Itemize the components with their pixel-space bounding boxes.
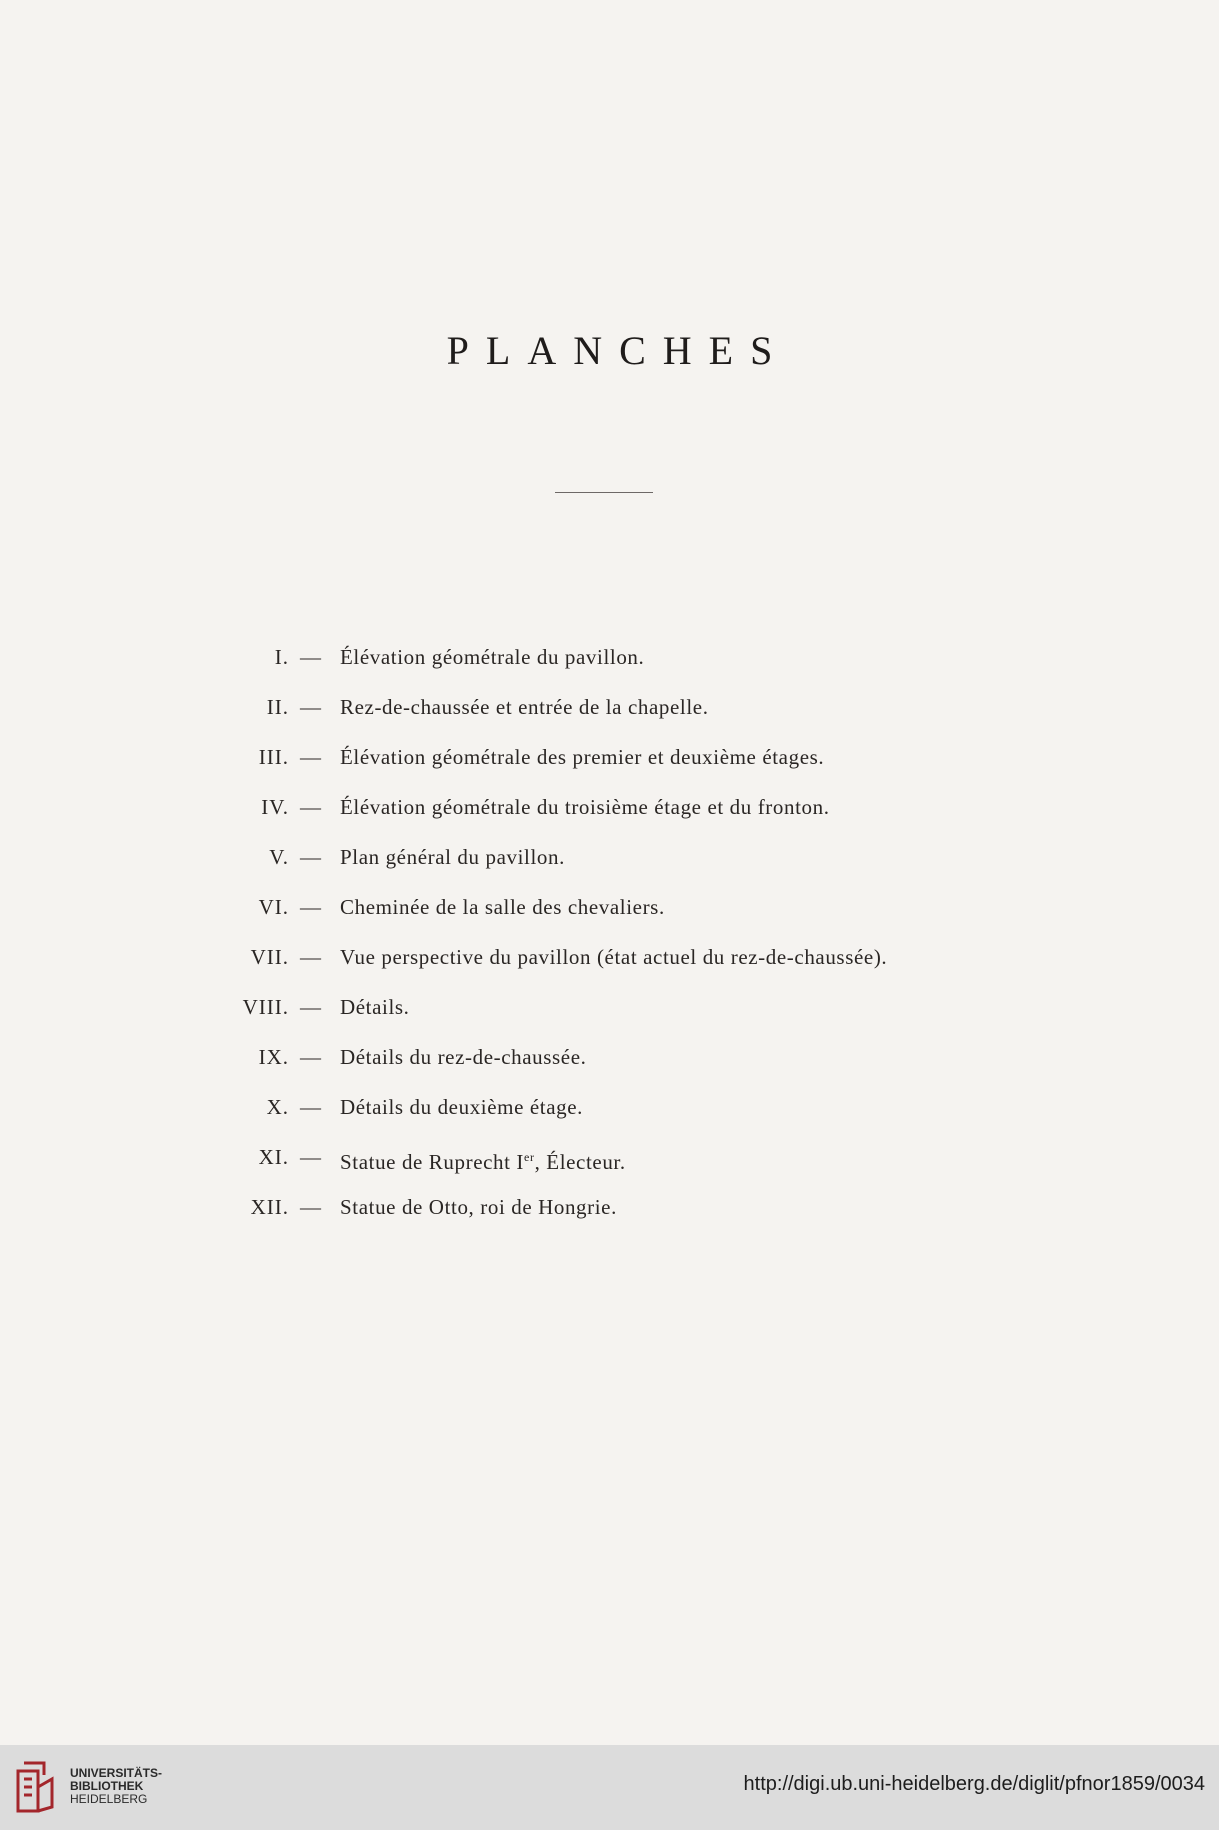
plate-dash: — — [300, 1045, 321, 1069]
plate-title: Plan général du pavillon. — [340, 845, 565, 869]
library-logo-icon — [14, 1757, 58, 1817]
plate-item — [0, 638, 1219, 688]
plate-item — [0, 1038, 1219, 1088]
plate-dash: — — [300, 1095, 321, 1119]
plate-title: Rez-de-chaussée et entrée de la chapelle. — [340, 695, 709, 719]
plate-title: Cheminée de la salle des chevaliers. — [340, 895, 665, 919]
plate-item — [0, 688, 1219, 738]
plate-title: Statue de Otto, roi de Hongrie. — [340, 1195, 617, 1219]
plate-title — [340, 1138, 626, 1181]
plate-item — [0, 838, 1219, 888]
library-name-line: BIBLIOTHEK — [70, 1779, 144, 1793]
plate-title: Vue perspective du pavillon (état actuel du rez-de-chaussée). — [340, 945, 888, 969]
plate-title-superscript: er — [524, 1150, 535, 1164]
plate-item — [0, 888, 1219, 938]
plate-dash: — — [300, 845, 321, 869]
plate-dash: — — [300, 795, 321, 819]
plate-item — [0, 738, 1219, 788]
plate-title: Élévation géométrale des premier et deuxième étages. — [340, 745, 825, 769]
plate-number: X. — [266, 1095, 289, 1119]
plate-item — [0, 988, 1219, 1038]
page-heading: PLANCHES — [446, 328, 790, 373]
plate-number: XI. — [258, 1145, 289, 1169]
plate-number: IV. — [261, 795, 289, 819]
plate-item — [0, 1088, 1219, 1138]
plate-dash: — — [300, 895, 321, 919]
permalink-url[interactable]: http://digi.ub.uni-heidelberg.de/diglit/pfnor1859/0034 — [743, 1773, 1205, 1795]
plate-dash: — — [300, 1145, 321, 1169]
library-name — [70, 1767, 162, 1806]
plate-title: Détails. — [340, 995, 410, 1019]
plate-title: Détails du rez-de-chaussée. — [340, 1045, 587, 1069]
digitization-footer — [0, 1745, 1219, 1830]
plate-dash: — — [300, 645, 321, 669]
plate-item — [0, 938, 1219, 988]
plate-number: VIII. — [242, 995, 289, 1019]
plate-item — [0, 1138, 1219, 1188]
plate-number: III. — [258, 745, 289, 769]
plate-list — [0, 638, 1219, 1238]
plate-item — [0, 1188, 1219, 1238]
plate-number: VI. — [258, 895, 289, 919]
plate-number: IX. — [258, 1045, 289, 1069]
plate-dash: — — [300, 945, 321, 969]
plate-number: VII. — [250, 945, 289, 969]
plate-title-main: Statue de Ruprecht I — [340, 1150, 525, 1174]
plate-dash: — — [300, 1195, 321, 1219]
plate-title: Élévation géométrale du pavillon. — [340, 645, 645, 669]
heading-rule — [555, 492, 653, 493]
plate-title-end: , Électeur. — [534, 1150, 626, 1174]
library-name-line: UNIVERSITÄTS- — [70, 1766, 163, 1780]
plate-title: Élévation géométrale du troisième étage et du fronton. — [340, 795, 830, 819]
plate-title: Détails du deuxième étage. — [340, 1095, 584, 1119]
plate-dash: — — [300, 745, 321, 769]
plate-number: V. — [269, 845, 289, 869]
plate-item — [0, 788, 1219, 838]
plate-dash: — — [300, 995, 321, 1019]
plate-number: II. — [266, 695, 289, 719]
plate-number: XII. — [250, 1195, 289, 1219]
plate-number: I. — [274, 645, 289, 669]
library-name-line: HEIDELBERG — [70, 1792, 148, 1806]
plate-dash: — — [300, 695, 321, 719]
